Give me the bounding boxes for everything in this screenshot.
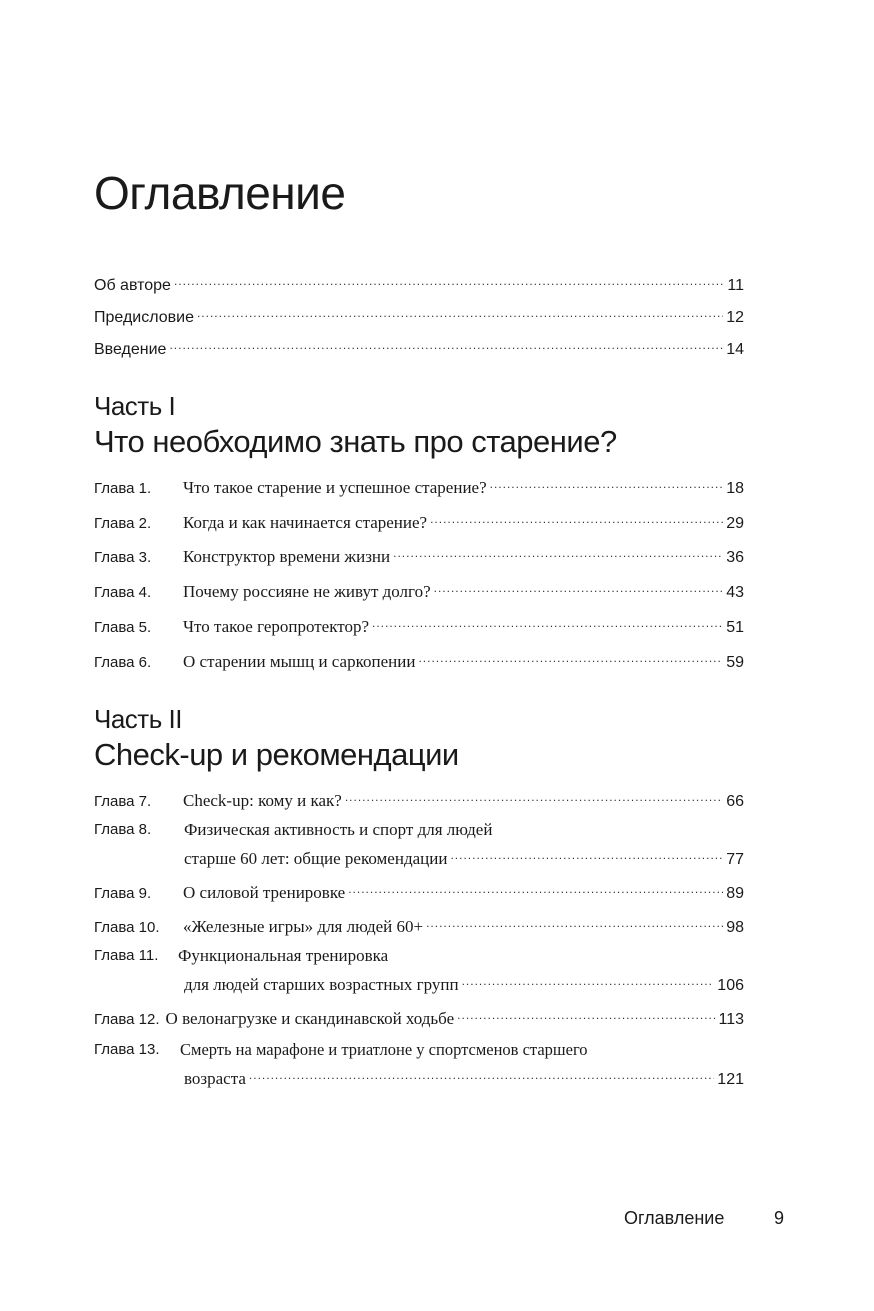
leader-dots xyxy=(418,647,723,667)
toc-entry-about-author[interactable] xyxy=(94,270,744,296)
chapter-prefix: Глава 11. xyxy=(94,947,159,964)
part-1-title: Что необходимо знать про старение? xyxy=(94,424,617,459)
toc-chapter-6[interactable] xyxy=(94,647,744,673)
toc-chapter-5[interactable] xyxy=(94,612,744,638)
chapter-title: «Железные игры» для людей 60+ xyxy=(183,917,424,936)
chapter-page: 43 xyxy=(726,584,744,601)
leader-dots xyxy=(430,508,723,528)
leader-dots xyxy=(393,542,723,562)
toc-entry-page: 11 xyxy=(727,277,744,294)
leader-dots xyxy=(434,577,724,597)
chapter-page: 77 xyxy=(726,851,744,868)
leader-dots xyxy=(174,270,724,290)
chapter-title: Почему россияне не живут долго? xyxy=(183,582,431,601)
leader-dots xyxy=(249,1064,714,1084)
leader-dots xyxy=(457,1004,715,1024)
toc-entry-introduction[interactable] xyxy=(94,334,744,360)
toc-chapter-4[interactable] xyxy=(94,577,744,603)
toc-entry-preface[interactable] xyxy=(94,302,744,328)
toc-chapter-9[interactable] xyxy=(94,878,744,904)
chapter-page: 89 xyxy=(726,885,744,902)
leader-dots xyxy=(372,612,723,632)
chapter-title: Когда и как начинается старение? xyxy=(183,513,428,532)
toc-entry-label: Введение xyxy=(94,341,167,358)
chapter-prefix: Глава 6. xyxy=(94,654,152,671)
toc-entry-label: Об авторе xyxy=(94,277,171,294)
chapter-page: 113 xyxy=(718,1011,744,1028)
chapter-page: 106 xyxy=(717,977,744,994)
page-number: 9 xyxy=(774,1208,785,1228)
toc-chapter-11[interactable] xyxy=(184,970,744,996)
toc-chapter-7[interactable] xyxy=(94,786,744,812)
chapter-prefix: Глава 8. xyxy=(94,821,152,838)
chapter-page: 66 xyxy=(726,793,744,810)
part-2-label: Часть II xyxy=(94,704,182,734)
chapter-page: 51 xyxy=(726,619,744,636)
toc-chapter-2[interactable] xyxy=(94,508,744,534)
chapter-title: для людей старших возрастных групп xyxy=(184,975,459,994)
chapter-prefix: Глава 2. xyxy=(94,515,152,532)
chapter-prefix: Глава 12. xyxy=(94,1011,160,1028)
toc-chapter-12[interactable] xyxy=(94,1004,744,1030)
chapter-prefix: Глава 13. xyxy=(94,1041,160,1058)
toc-chapter-3[interactable] xyxy=(94,542,744,568)
part-2-title: Check-up и рекомендации xyxy=(94,737,459,772)
chapter-page: 29 xyxy=(726,515,744,532)
chapter-prefix: Глава 5. xyxy=(94,619,152,636)
leader-dots xyxy=(462,970,715,990)
leader-dots xyxy=(345,786,723,806)
leader-dots xyxy=(426,912,723,932)
toc-chapter-13[interactable] xyxy=(184,1064,744,1090)
chapter-page: 98 xyxy=(726,919,744,936)
chapter-prefix: Глава 10. xyxy=(94,919,160,936)
chapter-title: Check-up: кому и как? xyxy=(183,791,342,810)
toc-chapter-1[interactable] xyxy=(94,473,744,499)
chapter-title-line1: Физическая активность и спорт для людей xyxy=(184,820,493,839)
leader-dots xyxy=(197,302,723,322)
chapter-page: 121 xyxy=(717,1071,744,1088)
chapter-prefix: Глава 1. xyxy=(94,480,152,497)
chapter-title: старше 60 лет: общие рекомендации xyxy=(184,849,448,868)
chapter-title: О старении мышц и саркопении xyxy=(183,652,416,671)
chapter-title-line1: Смерть на марафоне и триатлоне у спортсменов старшего xyxy=(180,1040,588,1059)
chapter-title: возраста xyxy=(184,1069,246,1088)
toc-entry-page: 14 xyxy=(726,341,744,358)
leader-dots xyxy=(450,844,723,864)
chapter-page: 18 xyxy=(726,480,744,497)
page-title: Оглавление xyxy=(94,167,346,219)
part-1-label: Часть I xyxy=(94,391,176,421)
chapter-title-line1: Функциональная тренировка xyxy=(178,946,389,965)
toc-chapter-8[interactable] xyxy=(184,844,744,870)
chapter-title: Что такое старение и успешное старение? xyxy=(183,478,487,497)
toc-entry-page: 12 xyxy=(726,309,744,326)
chapter-title: О велонагрузке и скандинавской ходьбе xyxy=(165,1009,455,1028)
leader-dots xyxy=(169,334,723,354)
chapter-page: 36 xyxy=(726,549,744,566)
chapter-prefix: Глава 9. xyxy=(94,885,152,902)
toc-entry-label: Предисловие xyxy=(94,309,194,326)
chapter-page: 59 xyxy=(726,654,744,671)
chapter-title: Что такое геропротектор? xyxy=(183,617,370,636)
chapter-prefix: Глава 3. xyxy=(94,549,152,566)
chapter-prefix: Глава 4. xyxy=(94,584,152,601)
running-footer-title: Оглавление xyxy=(624,1208,725,1228)
leader-dots xyxy=(348,878,723,898)
toc-chapter-10[interactable] xyxy=(94,912,744,938)
chapter-title: О силовой тренировке xyxy=(183,883,346,902)
leader-dots xyxy=(490,473,724,493)
chapter-prefix: Глава 7. xyxy=(94,793,152,810)
chapter-title: Конструктор времени жизни xyxy=(183,547,391,566)
